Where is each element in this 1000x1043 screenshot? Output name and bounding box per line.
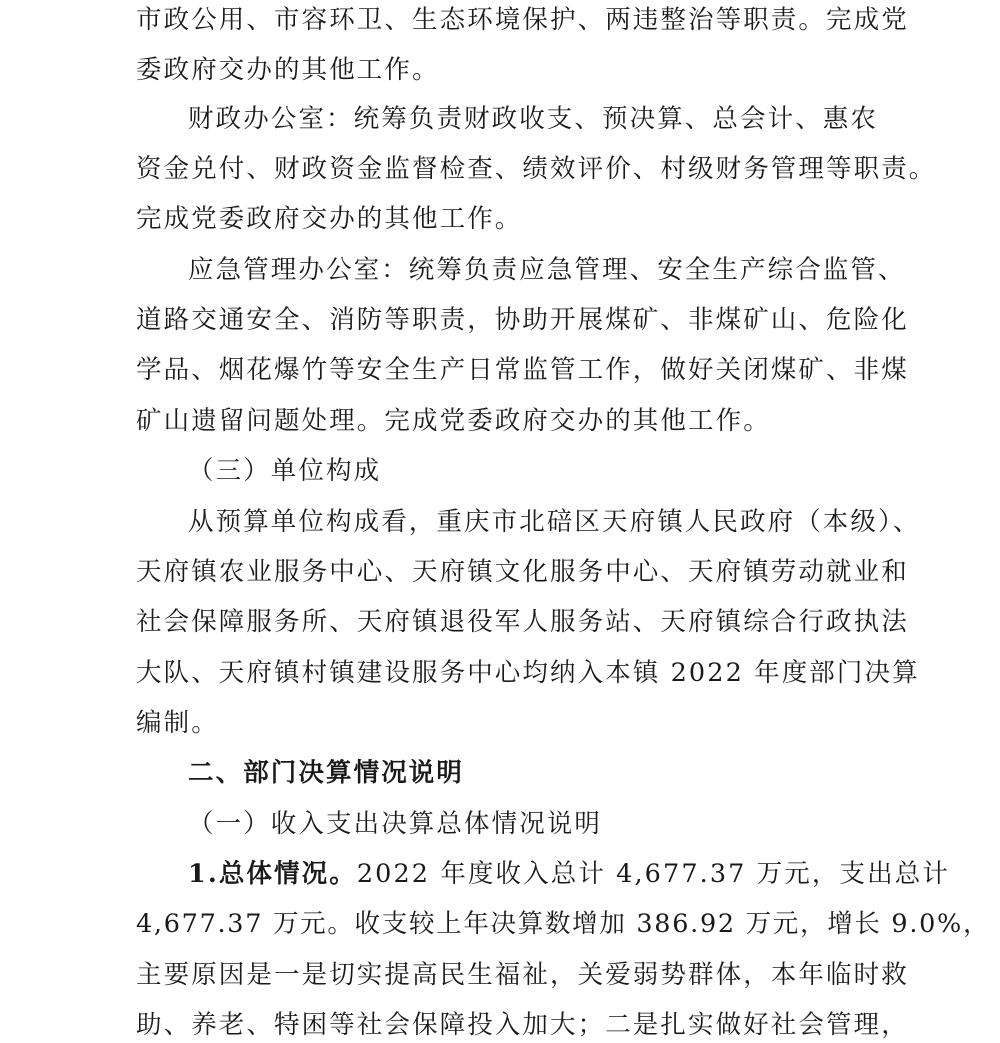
text-line: 编制。 bbox=[136, 708, 219, 738]
text-line: 财政办公室：统筹负责财政收支、预决算、总会计、惠农 bbox=[188, 104, 879, 134]
text-line: 大队、天府镇村镇建设服务中心均纳入本镇 2022 年度部门决算 bbox=[136, 658, 920, 688]
text-line: 应急管理办公室：统筹负责应急管理、安全生产综合监管、 bbox=[188, 255, 906, 285]
paragraph-text: 2022 年度收入总计 4,677.37 万元，支出总计 bbox=[356, 859, 950, 889]
text-line: 社会保障服务所、天府镇退役军人服务站、天府镇综合行政执法 bbox=[136, 607, 909, 637]
paragraph-lead: 1.总体情况。 bbox=[188, 859, 357, 889]
subheading: （三）单位构成 bbox=[188, 456, 382, 486]
text-line: 学品、烟花爆竹等安全生产日常监管工作，做好关闭煤矿、非煤 bbox=[136, 355, 909, 385]
text-line: 助、养老、特困等社会保障投入加大；二是扎实做好社会管理， bbox=[136, 1010, 909, 1040]
text-line: 委政府交办的其他工作。 bbox=[136, 55, 440, 85]
subheading: （一）收入支出决算总体情况说明 bbox=[188, 809, 603, 839]
text-line: 资金兑付、财政资金监督检查、绩效评价、村级财务管理等职责。 bbox=[136, 154, 937, 184]
text-line: 矿山遗留问题处理。完成党委政府交办的其他工作。 bbox=[136, 406, 771, 436]
text-line: 道路交通安全、消防等职责，协助开展煤矿、非煤矿山、危险化 bbox=[136, 305, 909, 335]
text-line bbox=[188, 858, 950, 890]
text-line: 主要原因是一是切实提高民生福祉，关爱弱势群体，本年临时救 bbox=[136, 960, 909, 990]
text-line: 从预算单位构成看，重庆市北碚区天府镇人民政府（本级）、 bbox=[188, 507, 921, 537]
section-heading: 二、部门决算情况说明 bbox=[188, 758, 465, 788]
text-line: 天府镇农业服务中心、天府镇文化服务中心、天府镇劳动就业和 bbox=[136, 557, 909, 587]
text-line: 市政公用、市容环卫、生态环境保护、两违整治等职责。完成党 bbox=[136, 5, 909, 35]
text-line: 完成党委政府交办的其他工作。 bbox=[136, 204, 523, 234]
text-line: 4,677.37 万元。收支较上年决算数增加 386.92 万元，增长 9.0%， bbox=[136, 909, 991, 939]
